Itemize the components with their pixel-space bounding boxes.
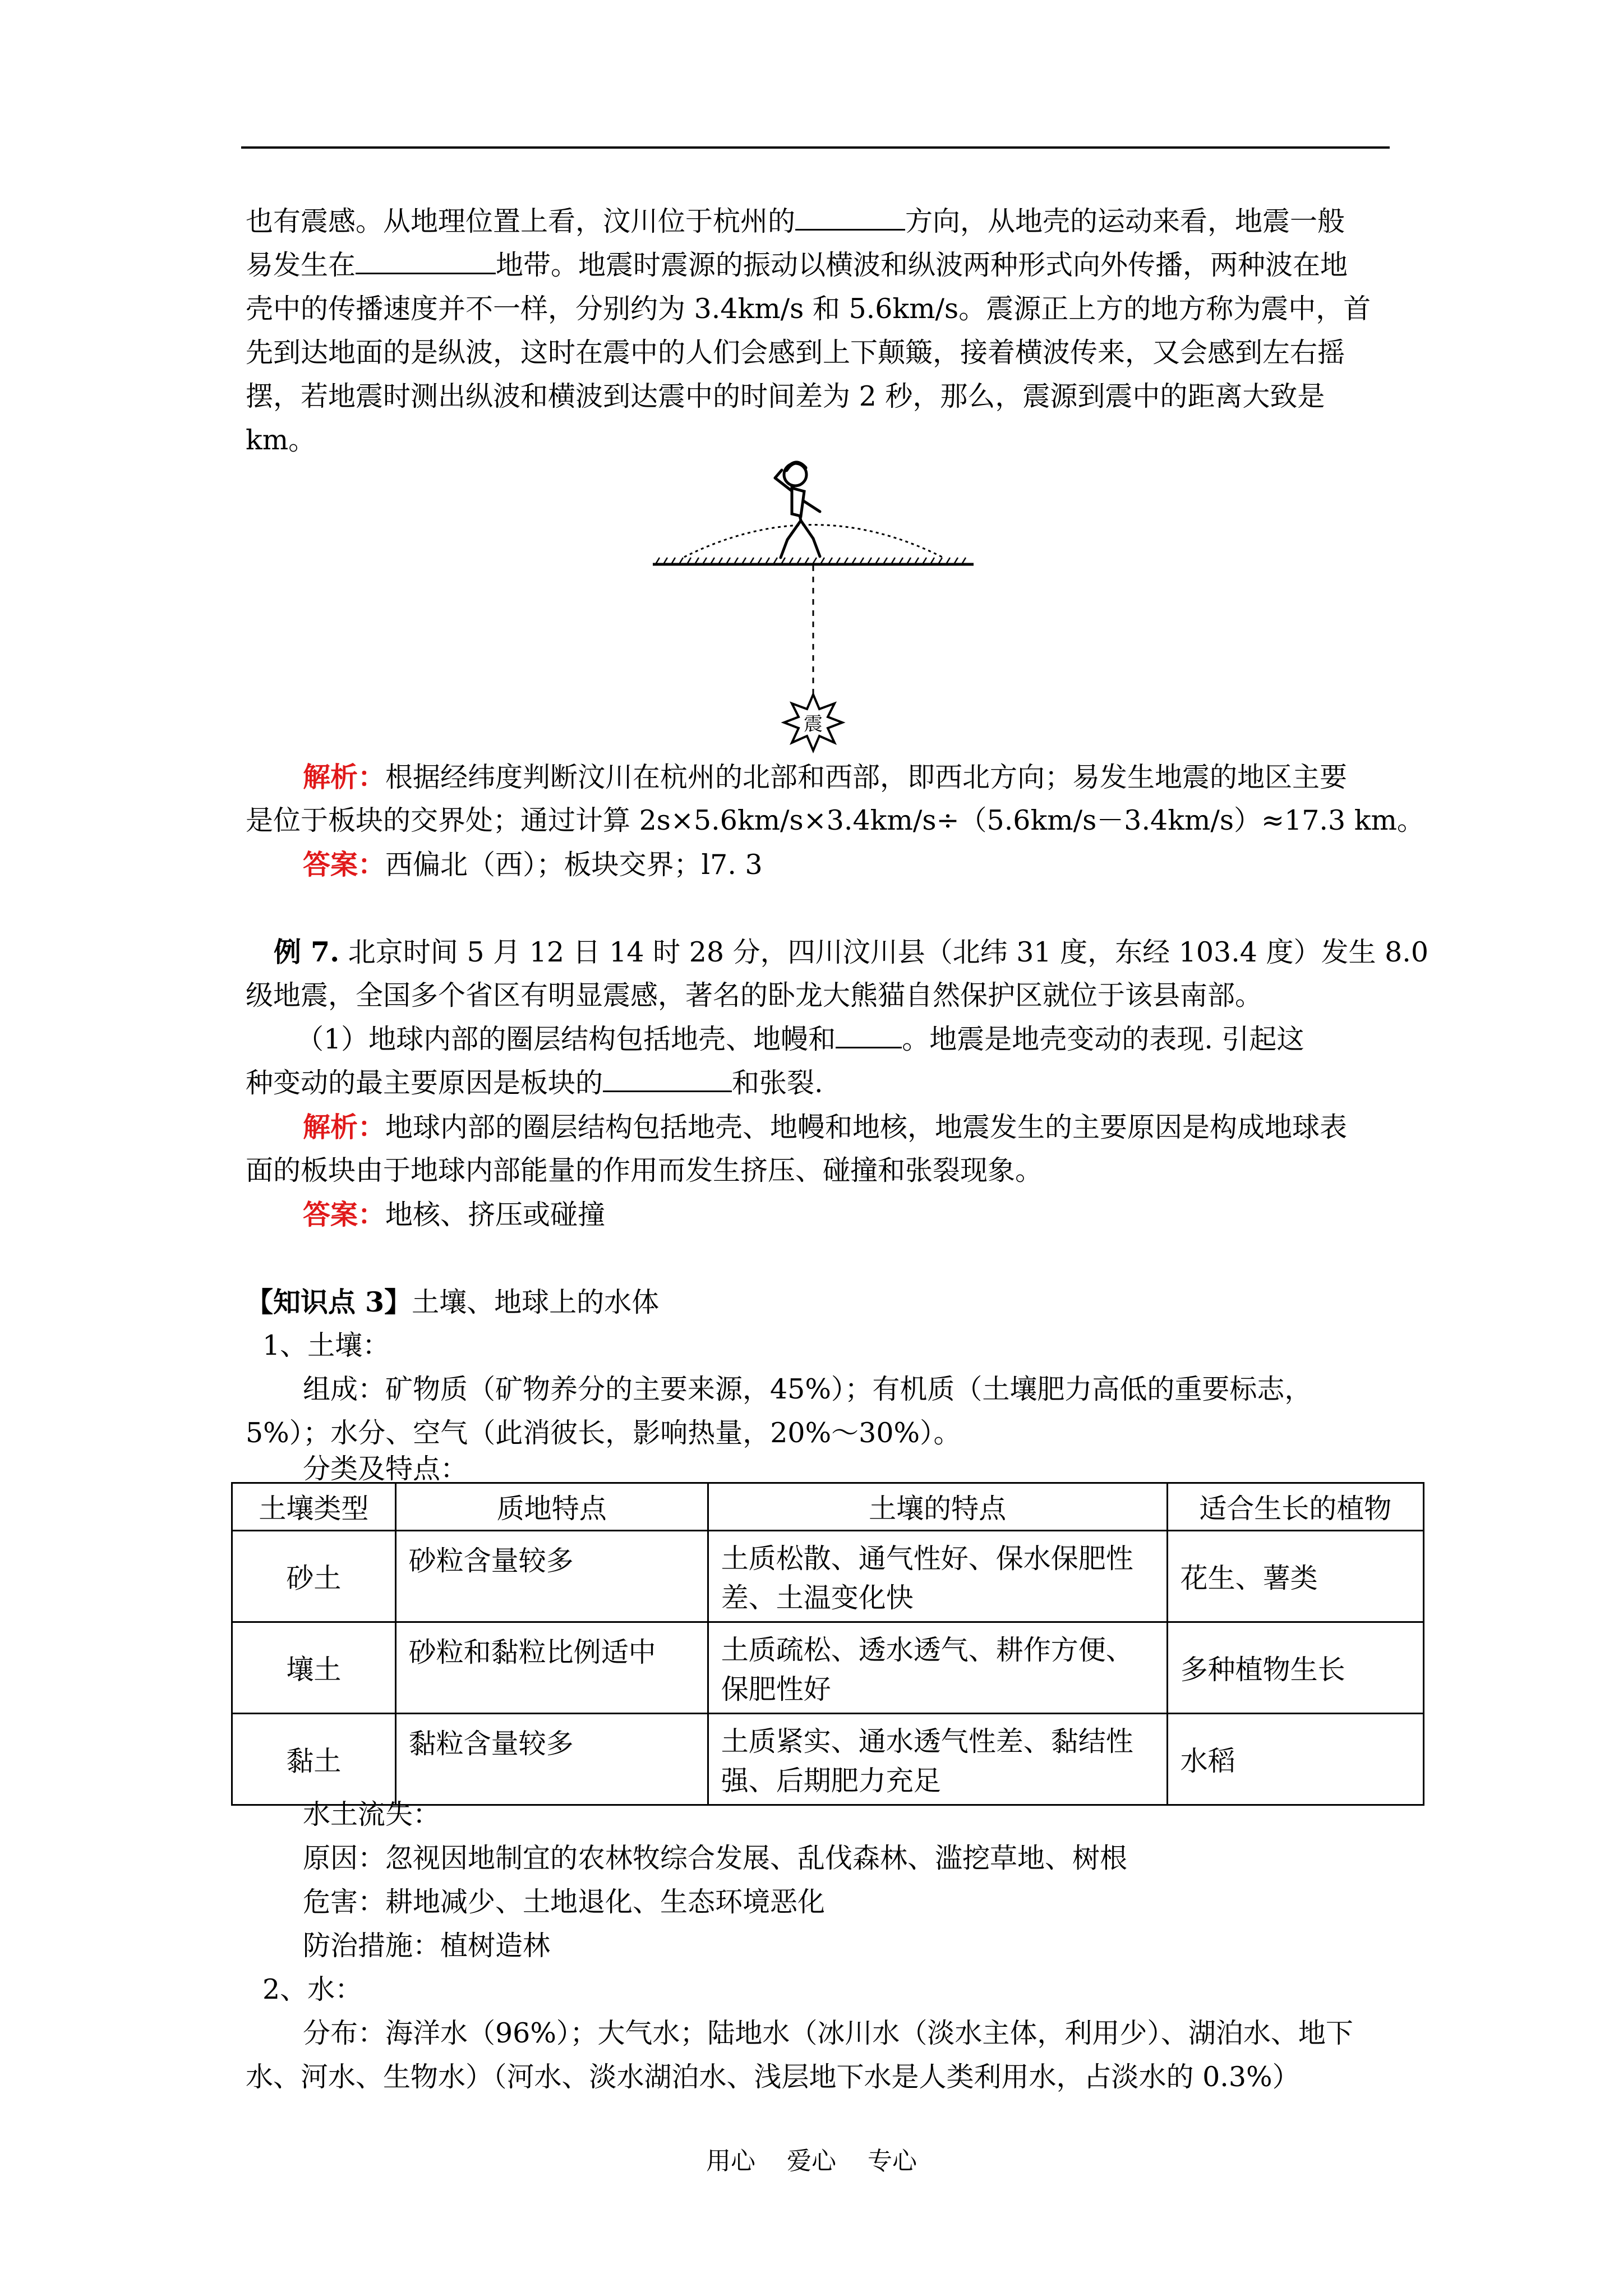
water-heading: 2、水：	[262, 1973, 363, 2005]
intro-line-2	[246, 243, 1348, 287]
footer-text: 专心	[868, 2147, 917, 2175]
table-header: 土壤的特点	[708, 1483, 1167, 1531]
table-cell: 砂粒含量较多	[395, 1531, 708, 1622]
intro-line-5: 摆，若地震时测出纵波和横波到达震中的时间差为 2 秒，那么，震源到震中的距离大致是	[246, 380, 1325, 412]
analysis-label: 解析：	[303, 761, 386, 793]
table-cell: 黏土	[232, 1714, 396, 1805]
question-text: 。地震是地壳变动的表现. 引起这	[902, 1023, 1304, 1055]
answer-text: 西偏北（西）；板块交界；l7. 3	[385, 849, 763, 881]
table-header: 土壤类型	[232, 1483, 396, 1531]
intro-text: 也有震感。从地理位置上看，汶川位于杭州的	[246, 205, 796, 237]
soil-heading: 1、土壤：	[262, 1329, 390, 1361]
example7-line-1	[274, 930, 1428, 974]
soil-composition-line-2: 5%）；水分、空气（此消彼长，影响热量，20%～30%）。	[246, 1417, 961, 1449]
question-text: 和张裂.	[732, 1067, 823, 1099]
water-line-1: 分布：海洋水（96%）；大气水；陆地水（冰川水（淡水主体，利用少）、湖泊水、地下	[303, 2017, 1353, 2049]
analysis-text: 根据经纬度判断汶川在杭州的北部和西部，即西北方向；易发生地震的地区主要	[385, 761, 1348, 793]
header-rule	[241, 146, 1390, 149]
example7-question-2	[246, 1061, 823, 1105]
intro-text: 易发生在	[246, 249, 356, 281]
ground-line	[653, 558, 974, 564]
example7-line-2: 级地震，全国多个省区有明显震感，著名的卧龙大熊猫自然保护区就位于该县南部。	[246, 979, 1263, 1011]
knowledge-title: 土壤、地球上的水体	[412, 1286, 660, 1318]
example-text: 北京时间 5 月 12 日 14 时 28 分，四川汶川县（北纬 31 度，东经 103.4 度）发生 8.0	[339, 936, 1429, 968]
example-label: 例 7.	[274, 936, 340, 968]
example7-question-1	[296, 1018, 1304, 1061]
knowledge-label: 【知识点 3】	[246, 1286, 412, 1318]
erosion-measures: 防治措施：植树造林	[303, 1930, 551, 1962]
question-text: （1）地球内部的圈层结构包括地壳、地幔和	[296, 1023, 836, 1055]
soil-composition-line-1: 组成：矿物质（矿物养分的主要来源，45%）；有机质（土壤肥力高低的重要标志，	[303, 1373, 1312, 1405]
analysis1-line-1	[303, 755, 1347, 799]
table-cell: 黏粒含量较多	[395, 1714, 708, 1805]
intro-line-4: 先到达地面的是纵波，这时在震中的人们会感到上下颠簸，接着横波传来，又会感到左右摇	[246, 337, 1345, 369]
intro-line-1	[246, 200, 1345, 243]
answer-blank	[603, 1062, 732, 1092]
table-row	[232, 1714, 1424, 1805]
table-row	[232, 1531, 1424, 1622]
earthquake-figure	[645, 453, 981, 767]
water-line-2: 水、河水、生物水）（河水、淡水湖泊水、浅层地下水是人类利用水，占淡水的 0.3%）	[246, 2061, 1300, 2093]
knowledge-point-heading	[246, 1280, 659, 1324]
table-cell: 土质疏松、透水透气、耕作方便、保肥性好	[708, 1622, 1167, 1714]
erosion-heading: 水土流失：	[303, 1798, 441, 1830]
table-cell: 花生、薯类	[1167, 1531, 1423, 1622]
table-cell: 壤土	[232, 1622, 396, 1714]
analysis-label: 解析：	[303, 1111, 386, 1143]
answer-blank	[356, 245, 496, 274]
answer-blank	[795, 201, 905, 231]
answer-text: 地核、挤压或碰撞	[385, 1199, 606, 1231]
table-row	[232, 1622, 1424, 1714]
footer-text: 爱心	[787, 2147, 836, 2175]
erosion-harm: 危害：耕地减少、土地退化、生态环境恶化	[303, 1886, 826, 1918]
table-cell: 土质松散、通气性好、保水保肥性差、土温变化快	[708, 1531, 1167, 1622]
source-label: 震	[804, 713, 823, 735]
page-footer	[0, 2141, 1623, 2177]
soil-table	[231, 1482, 1424, 1806]
intro-text: 地带。地震时震源的振动以横波和纵波两种形式向外传播，两种波在地	[496, 249, 1348, 281]
analysis1-line-2: 是位于板块的交界处；通过计算 2s×5.6km/s×3.4km/s÷（5.6km/s－3.4km/s）≈17.3 km。	[246, 804, 1424, 836]
table-header-row	[232, 1483, 1424, 1531]
erosion-cause: 原因：忽视因地制宜的农林牧综合发展、乱伐森林、滥挖草地、树根	[303, 1842, 1128, 1874]
table-cell: 土质紧实、通水透气性差、黏结性强、后期肥力充足	[708, 1714, 1167, 1805]
analysis2-line-2: 面的板块由于地球内部能量的作用而发生挤压、碰撞和张裂现象。	[246, 1154, 1043, 1186]
answer2-line	[303, 1193, 605, 1237]
analysis-text: 地球内部的圈层结构包括地壳、地幔和地核，地震发生的主要原因是构成地球表	[385, 1111, 1348, 1143]
table-header: 质地特点	[395, 1483, 708, 1531]
table-cell: 砂土	[232, 1531, 396, 1622]
table-cell: 多种植物生长	[1167, 1622, 1423, 1714]
analysis2-line-1	[303, 1105, 1347, 1149]
person-icon	[775, 463, 820, 558]
intro-text: 方向，从地壳的运动来看，地震一般	[905, 205, 1345, 237]
answer-label: 答案：	[303, 848, 386, 881]
intro-line-6: km。	[246, 424, 316, 456]
earthquake-source-icon	[784, 694, 842, 751]
intro-line-3: 壳中的传播速度并不一样，分别约为 3.4km/s 和 5.6km/s。震源正上方的地方称为震中，首	[246, 293, 1371, 325]
question-text: 种变动的最主要原因是板块的	[246, 1067, 603, 1099]
table-cell: 水稻	[1167, 1714, 1423, 1805]
answer-blank	[836, 1019, 902, 1048]
answer1-line	[303, 843, 763, 887]
table-header: 适合生长的植物	[1167, 1483, 1423, 1531]
footer-text: 用心	[706, 2147, 755, 2175]
table-cell: 砂粒和黏粒比例适中	[395, 1622, 708, 1714]
answer-label: 答案：	[303, 1198, 386, 1231]
soil-classify-heading: 分类及特点：	[303, 1453, 468, 1485]
